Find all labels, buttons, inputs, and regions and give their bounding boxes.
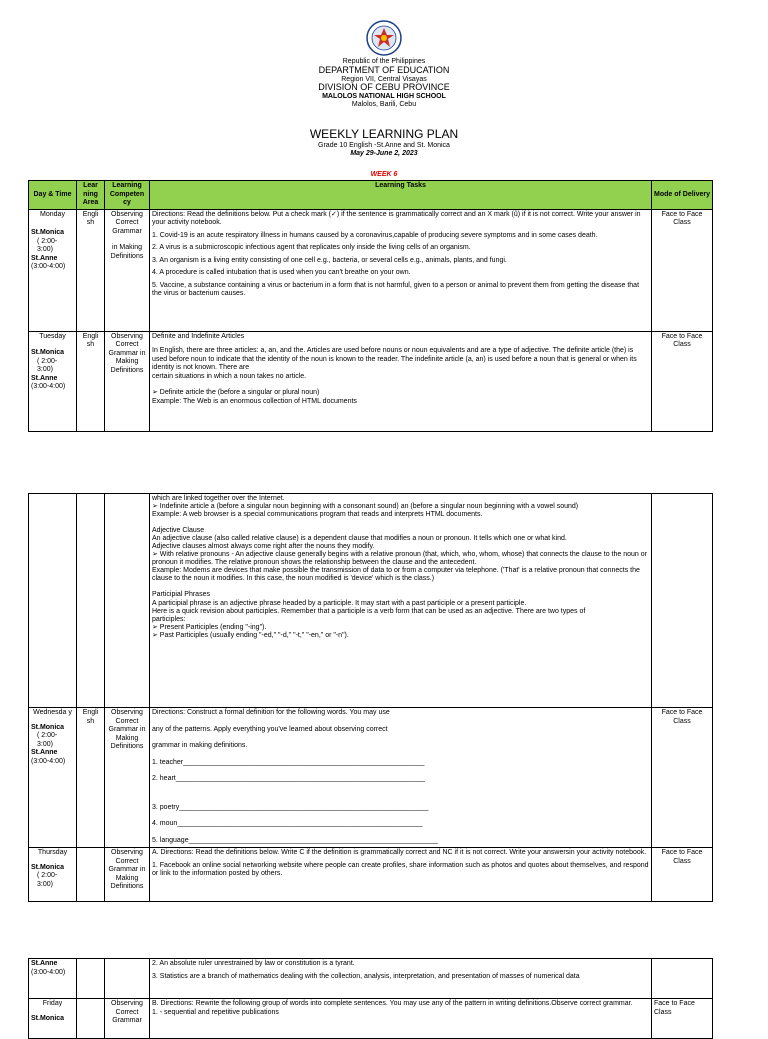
task-text: An adjective clause (also called relative clause) is a dependent clause that modifies a noun or pronoun. It tells which one or what kind.: [152, 535, 567, 543]
time-label: ( 2:00- 3:00): [37, 872, 58, 888]
task-text: A participial phrase is an adjective phrase headed by a participle. It may start with a past participle or a present participle.: [152, 599, 527, 607]
task-text: Adjective clauses almost always come right after the nouns they modify.: [152, 543, 375, 551]
task-text: ➢ Past Participles (usually ending "-ed," "-d," "-t," "-en," or "-n").: [152, 631, 349, 639]
table-row-friday: [29, 999, 713, 1039]
tasks-cell: [150, 209, 652, 331]
task-text: Example: The Web is an enormous collection of HTML documents: [152, 398, 357, 405]
answer-line: 4. moun_______________________________________________________________: [152, 820, 423, 828]
task-heading: Participial Phrases: [152, 591, 210, 599]
table-row-tuesday: [29, 331, 713, 431]
tasks-cell: [150, 999, 652, 1039]
task-text: Directions: Read the definitions below. Put a check mark (✓) if the sentence is grammatically correct and an X mark (û) if it is not correct. Write your answer in your activity notebook.: [152, 210, 641, 227]
tasks-cell: [150, 494, 652, 708]
section-label: St.Monica: [31, 723, 65, 731]
table-row-thursday: [29, 848, 713, 902]
task-text: In English, there are three articles: a, an, and the. Articles are used before nouns or noun equivalents and are a type of adjective. The definite article (the) is used before noun to indicate that the identity of the noun is known to the reader. The indefinite article (a, an) is used before a noun that is general or when its identity is not known. There are: [152, 347, 637, 372]
time-label: (3:00-4:00): [31, 968, 66, 976]
competency-text: in Making Definitions: [110, 244, 144, 260]
section-label: St.Anne: [31, 374, 58, 382]
competency-text: Observing Correct Grammar in Making Definitions: [105, 708, 150, 848]
table-row-monday: [29, 209, 713, 331]
competency-text: Observing Correct Grammar: [111, 210, 143, 235]
section-label: St.Monica: [31, 349, 65, 357]
col-mode: Mode of Delivery: [652, 181, 713, 210]
competency-text: Observing Correct Grammar: [105, 999, 150, 1039]
time-label: (3:00-4:00): [31, 263, 66, 271]
col-tasks: Learning Tasks: [150, 181, 652, 210]
tasks-cell: [150, 708, 652, 848]
page-2: [0, 480, 768, 910]
plan-subtitle: Grade 10 English -St.Anne and St. Monica: [318, 142, 450, 150]
mode-cell: Face to Face Class: [652, 999, 713, 1039]
section-label: St.Monica: [31, 1014, 65, 1022]
header-republic: Republic of the Philippines: [342, 58, 426, 65]
header-department: DEPARTMENT OF EDUCATION: [318, 64, 450, 75]
day-label: Monday: [40, 210, 65, 218]
task-text: 2. A virus is a submicroscopic infectious agent that replicates only inside the living cells of an organism.: [152, 244, 471, 252]
header-school: MALOLOS NATIONAL HIGH SCHOOL: [322, 93, 446, 101]
header-division: DIVISION OF CEBU PROVINCE: [318, 82, 450, 93]
time-label: ( 2:00- 3:00): [37, 357, 58, 374]
task-text: A. Directions: Read the definitions below. Write C if the definition is grammatically correct and NC if it is not correct. Write your answersin your activity notebook.: [152, 849, 647, 856]
time-label: (3:00-4:00): [31, 757, 66, 765]
col-area: Lear ning Area: [77, 181, 105, 210]
task-text: 3. Statistics are a branch of mathematics dealing with the collection, analysis, interpretation, and presentation of masses of numerical data: [152, 972, 580, 980]
task-text: 1. - sequential and repetitive publications: [152, 1008, 279, 1016]
table-row-wednesday: [29, 708, 713, 848]
time-label: ( 2:00- 3:00): [37, 732, 58, 748]
area-cell: Engli sh: [77, 209, 105, 331]
area-cell: Engli sh: [77, 708, 105, 848]
task-text: ➢ Present Participles (ending "-ing").: [152, 623, 267, 631]
answer-line: 2. heart________________________________________________________________: [152, 775, 425, 783]
task-text: 4. A procedure is called intubation that is used when you can't breathe on your own.: [152, 269, 411, 277]
col-competency: Learning Competen cy: [105, 181, 150, 210]
task-text: which are linked together over the Internet.: [152, 495, 285, 502]
day-label: Tuesday: [39, 332, 66, 340]
task-text: B. Directions: Rewrite the following group of words into complete sentences. You may use any of the pattern in writing definitions.Observe correct grammar.: [152, 1000, 633, 1007]
week-label: WEEK 6: [370, 171, 398, 178]
task-heading: Definite and Indefinite Articles: [152, 332, 245, 340]
task-text: Example: Modems are devices that make possible the transmission of data to or from a computer via telephone. ('That' is a relative pronoun that connects the clause to the noun it modifies. In this case, the noun modified is 'device' which is the class.): [152, 567, 640, 583]
task-text: any of the patterns. Apply everything you've learned about observing correct: [152, 725, 388, 733]
tasks-cell: [150, 848, 652, 902]
plan-title: WEEKLY LEARNING PLAN: [309, 127, 459, 141]
task-text: 5. Vaccine, a substance containing a virus or bacterium in a form that is not harmful, given to a person or animal to prevent them from getting the disease that the virus or bacterium causes.: [152, 281, 640, 298]
day-label: Wednesda y: [33, 709, 72, 716]
time-label: ( 2:00- 3:00): [37, 237, 58, 254]
task-text: Example: A web browser is a special communications program that reads and interprets HTML documents.: [152, 511, 483, 519]
answer-line: 1. teacher______________________________________________________________: [152, 758, 425, 766]
page-3: [0, 950, 768, 1024]
plan-dates: May 29-June 2, 2023: [350, 149, 418, 157]
mode-cell: Face to Face Class: [652, 708, 713, 848]
mode-cell: Face to Face Class: [652, 848, 713, 902]
page-1: [0, 0, 768, 440]
section-label: St.Anne: [31, 960, 58, 967]
area-cell: Engli sh: [77, 331, 105, 431]
section-label: St.Monica: [31, 863, 65, 871]
tasks-cell: [150, 959, 652, 999]
task-text: 1. Covid-19 is an acute respiratory illness in humans caused by a coronavirus,capable of producing severe symptoms and in some cases death.: [152, 231, 598, 239]
section-label: St.Monica: [31, 229, 65, 237]
tasks-cell: [150, 331, 652, 431]
plan-table-3: [28, 958, 713, 1039]
task-text: Directions: Construct a formal definition for the following words. You may use: [152, 709, 390, 716]
task-text: ➢ Definite article the (before a singular or plural noun): [152, 389, 320, 397]
task-text: 1. Facebook an online social networking website where people can create profiles, share information such as photos and quotes about themselves, and respond or link to the information posted by others.: [152, 861, 649, 878]
plan-table-2: [28, 493, 713, 902]
task-text: ➢ Indefinite article a (before a singular noun beginning with a consonant sound) an (before a singular noun beginning with a vowel sound): [152, 503, 579, 511]
time-label: (3:00-4:00): [31, 383, 66, 391]
mode-cell: Face to Face Class: [652, 331, 713, 431]
task-text: participles:: [152, 615, 186, 623]
competency-text: Observing Correct Grammar in Making Definitions: [105, 331, 150, 431]
answer-line: 3. poetry________________________________________________________________: [152, 803, 429, 811]
header-address: Malolos, Barili, Cebu: [351, 100, 417, 108]
plan-table-1: [28, 180, 713, 432]
day-label: Thursday: [37, 849, 68, 856]
answer-line: 5. language________________________________________________________________: [152, 836, 438, 844]
day-label: Friday: [42, 1000, 63, 1007]
section-label: St.Anne: [31, 254, 58, 262]
task-heading: Adjective Clause: [152, 527, 205, 535]
deped-seal-icon: [366, 20, 402, 56]
header-region: Region VII, Central Visayas: [341, 75, 427, 83]
table-row-stanne: [29, 959, 713, 999]
section-label: St.Anne: [31, 749, 58, 757]
competency-text: Observing Correct Grammar in Making Definitions: [105, 848, 150, 902]
task-text: ➢ With relative pronouns - An adjective clause generally begins with a relative pronoun (that, which, who, whom, whose) that connects the clause to the noun or pronoun it modifies. The relative pronoun shows the relationship between the clause and the antecedent.: [152, 551, 647, 567]
task-text: certain situations in which a noun takes no article.: [152, 372, 307, 380]
task-text: Here is a quick revision about participles. Remember that a participle is a verb form that can be used as an adjective. There are two types of: [152, 607, 586, 615]
task-text: grammar in making definitions.: [152, 742, 248, 750]
task-text: 3. An organism is a living entity consisting of one cell e.g., bacteria, or several cells e.g., animals, plants, and fungi.: [152, 256, 507, 264]
task-text: 2. An absolute ruler unrestrained by law or constitution is a tyrant.: [152, 960, 355, 967]
mode-cell: Face to Face Class: [652, 209, 713, 331]
table-row-continued: [29, 494, 713, 708]
col-day: Day & Time: [29, 181, 77, 210]
